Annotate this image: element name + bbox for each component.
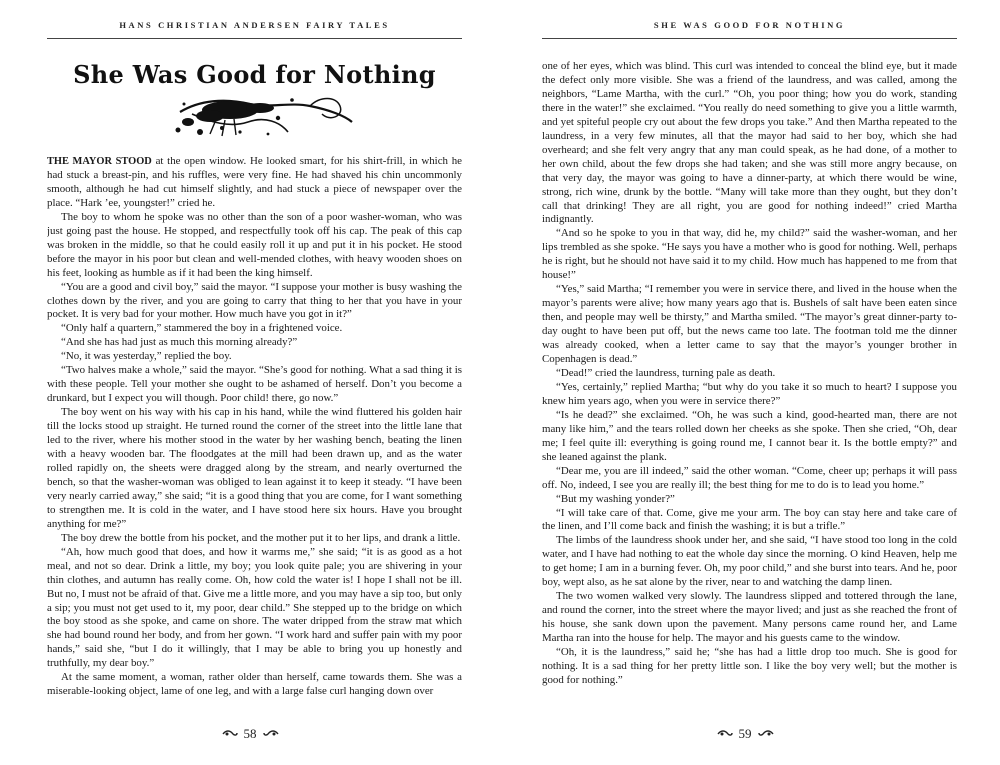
paragraph: “And so he spoke to you in that way, did he, my child?” said the washer-woman, and her lips trembled as she spoke. “He says you have a mother who is good for nothing. Well, perhaps he is right, but he should not have said it to my child. How much has happened to me from that house!”: [542, 227, 957, 282]
paragraph: “Dead!” cried the laundress, turning pale as death.: [556, 366, 776, 379]
right-page: [500, 0, 1000, 765]
page-number-left: [205, 726, 295, 742]
header-rule-left: [47, 38, 462, 39]
folio-number: 59: [738, 726, 752, 741]
running-head-left: HANS CHRISTIAN ANDERSEN FAIRY TALES: [119, 20, 390, 30]
paragraph: “You are a good and civil boy,” said the mayor. “I suppose your mother is busy washing the clothes down by the river, and you are going to carry that thing to her that you have in your pocket. It is very bad for your mother. How much have you got in it?”: [47, 280, 462, 321]
paragraph: The two women walked very slowly. The laundress slipped and tottered through the lane, and round the corner, into the street where the mayor lived; and just as she reached the front of his house, she sank down upon the pavement. Many persons came round her, and Lame Martha ran into the house for help. The mayor and his guests came to the window.: [542, 590, 957, 645]
paragraph: “Ah, how much good that does, and how it warms me,” she said; “it is as good as a hot meal, and not so dear. Drink a little, my boy; you look quite pale; you are shivering in your thin clothes, and autumn has really come. Oh, how cold the water is! I hope I shall not be ill. But no, I must not be afraid of that. Give me a little more, and you may have a sip too, but only a sip; you must not get used to it, my poor, dear child.” She stepped up to the bridge on which the boy stood as she spoke, and came on shore. The water dripped from the straw mat which she had bound round her body, and from her gown. “I work hard and suffer pain with my poor hands,” said she, “but I do it willingly, that I may be able to bring you up honestly and truthfully, my dear boy.”: [47, 545, 462, 670]
paragraph: “Dear me, you are ill indeed,” said the other woman. “Come, cheer up; perhaps it will pass off. No, indeed, I see you are really ill; the best thing for me to do is to lead you home.”: [542, 464, 957, 491]
folio-ornament-icon: [222, 730, 238, 738]
lead-in: THE MAYOR STOOD: [47, 156, 152, 167]
paragraph: “Yes,” said Martha; “I remember you were in service there, and lived in the house when the mayor’s parents were alive; how many years ago that is. Bushels of salt have been eaten since then, and people may well be thirsty,” and Martha smiled. “The mayor’s great dinner-party to-day ought to have been put off, but the news came too late. The footman told me the dinner was already cooked, when a letter came to say that the mayor’s younger brother in Copenhagen is dead.”: [542, 283, 957, 366]
running-head-right: SHE WAS GOOD FOR NOTHING: [653, 20, 846, 30]
folio-ornament-icon: [758, 730, 774, 738]
paragraph: “But my washing yonder?”: [556, 492, 675, 505]
paragraph: At the same moment, a woman, rather older than herself, came towards them. She was a miserable-looking object, lame of one leg, and with a large false curl hanging down over: [47, 671, 462, 698]
ink-splash-flourish-icon: [170, 92, 360, 140]
paragraph: “I will take care of that. Come, give me your arm. The boy can stay here and take care of the linen, and I’ll come back and finish the washing; it is but a trifle.”: [542, 506, 957, 533]
paragraph: The limbs of the laundress shook under her, and she said, “I have stood too long in the cold water, and I have had nothing to eat the whole day since the morning. O kind Heaven, help me to get home; I am in a burning fever. Oh, my poor child,” and she burst into tears. And he, poor boy, wept also, as he sat alone by the river, near to and watching the damp linen.: [542, 534, 957, 589]
folio-number: 58: [243, 726, 257, 741]
paragraph: The boy went on his way with his cap in his hand, while the wind fluttered his golden hair till the locks stood up straight. He turned round the corner of the street into the little lane that led to the river, where his mother stood in the water by her washing bench, beating the linen with a heavy wooden bar. The floodgates at the mill had been drawn up, and as the water rolled rapidly on, the sheets were dragged along by the stream, and nearly overturned the bench, so that the washer-woman was obliged to lean against it to keep it steady. “I have been very nearly carried away,” she said; “it is a good thing that you are come, for I want something to strengthen me. It is cold in the water, and I have stood here six hours. Have you brought anything for me?”: [47, 406, 462, 530]
folio-ornament-icon: [717, 730, 733, 738]
paragraph: one of her eyes, which was blind. This curl was intended to conceal the blind eye, but it made the defect only more visible. She was a friend of the laundress, and was called, among the neighbors, “Lame Martha, with the curl.” “Oh, you poor thing; how you do work, standing there in the water!” she exclaimed. “You really do need something to give you a little warmth, and yet spiteful people cry out about the few drops you take.” And then Martha repeated to the laundress, in a very few minutes, all that the mayor had said to her boy, which she had overheard; and she felt very angry that any man could speak, as he had done, of a mother to her own child, about the few drops she had taken; and she was still more angry because, on that very day, the mayor was going to have a dinner-party, at which there would be wine, strong, rich wine, drunk by the bottle. “Many will take more than they ought, but they don’t call that drinking! They are all right, you are good for nothing indeed!” cried Martha indignantly.: [542, 60, 957, 226]
header-rule-right: [542, 38, 957, 39]
paragraph: “Two halves make a whole,” said the mayor. “She’s good for nothing. What a sad thing it is with these people. Tell your mother she ought to be ashamed of herself. Don’t you become a drunkard, but I expect you will though. Poor child! there, go now.”: [47, 364, 462, 405]
story-title: She Was Good for Nothing: [73, 60, 436, 89]
paragraph: The boy drew the bottle from his pocket, and the mother put it to her lips, and drank a little.: [61, 531, 461, 544]
paragraph: The boy to whom he spoke was no other than the son of a poor washer-woman, who was just going past the house. He stopped, and respectfully took off his cap. The peak of this cap was broken in the middle, so that he could easily roll it up and put it in his pocket. He stood before the mayor in his poor but clean and well-mended clothes, with heavy wooden shoes on his feet, looking as humble as if it had been the king himself.: [47, 210, 462, 279]
body-text-left: [47, 155, 462, 715]
paragraph: “Is he dead?” she exclaimed. “Oh, he was such a kind, good-hearted man, there are not many like him,” and the tears rolled down her cheeks as she spoke. Then she cried, “Oh, dear me; I feel quite ill: everything is going round me, I cannot bear it. Is the bottle empty?” and she leaned against the plank.: [542, 408, 957, 463]
paragraph: THE MAYOR STOOD at the open window. He looked smart, for his shirt-frill, in which he had stuck a breast-pin, and his ruffles, were very fine. He had shaved his chin uncommonly smooth, although he had cut himself slightly, and had stuck a piece of newspaper over the place. “Hark ’ee, youngster!” cried he.: [47, 155, 462, 209]
paragraph: “No, it was yesterday,” replied the boy.: [61, 350, 232, 363]
paragraph: “Oh, it is the laundress,” said he; “she has had a little drop too much. She is good for nothing. It is a sad thing for her pretty little son. I like the boy very well; but the mother is good for nothing.”: [542, 646, 957, 686]
paragraph: “And she has had just as much this morning already?”: [61, 336, 298, 349]
page-number-right: [700, 726, 790, 742]
folio-ornament-icon: [263, 730, 279, 738]
body-text-right: [542, 60, 957, 715]
paragraph: “Yes, certainly,” replied Martha; “but why do you take it so much to heart? I suppose you knew him years ago, when you were in service there?”: [542, 380, 957, 407]
paragraph: “Only half a quartern,” stammered the boy in a frightened voice.: [61, 322, 343, 335]
